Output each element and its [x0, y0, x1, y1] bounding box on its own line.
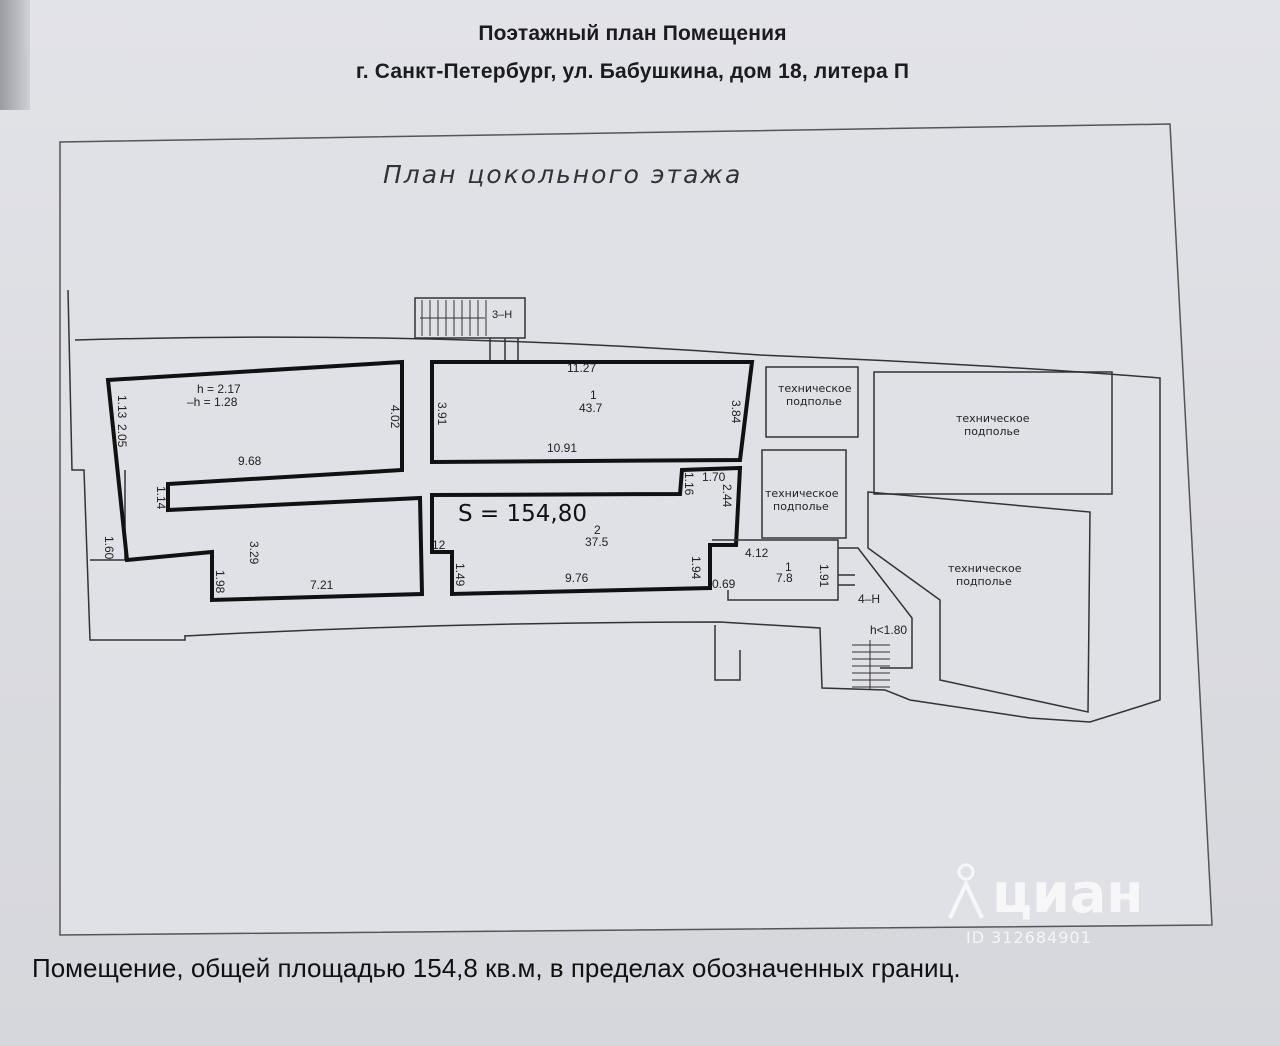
dim-4-02: 4.02 — [388, 405, 402, 429]
dim-2-05: 2.05 — [115, 424, 129, 448]
dim-7-21: 7.21 — [310, 578, 334, 592]
tech-label-3a: техническое — [765, 487, 839, 500]
stair-height-label: h<1.80 — [870, 623, 908, 637]
area-caption: Помещение, общей площадью 154,8 кв.м, в пределах обозначенных границ. — [32, 953, 961, 983]
plan-frame — [60, 124, 1212, 935]
dim-1-49: 1.49 — [453, 563, 467, 587]
location-pin-icon — [944, 862, 988, 922]
total-area-label: S = 154,80 — [458, 501, 587, 527]
dim-2-44: 2.44 — [720, 484, 734, 508]
tech-label-1b: подполье — [786, 395, 842, 408]
room-2-number: 2 — [594, 523, 601, 537]
tech-label-2b: подполье — [964, 425, 1020, 438]
watermark-id: ID 312684901 — [966, 928, 1092, 947]
small-room-area: 7.8 — [776, 571, 793, 585]
room-1-right-dim: 3.84 — [729, 400, 743, 424]
dim-1-13: 1.13 — [115, 395, 129, 419]
tech-label-4b: подполье — [956, 575, 1012, 588]
small-room-top-dim: 4.12 — [745, 546, 769, 560]
dim-3-29: 3.29 — [247, 541, 261, 565]
depth-label: –h = 1.28 — [187, 395, 238, 409]
tech-label-3b: подполье — [773, 500, 829, 513]
watermark-brand: циан — [992, 862, 1144, 925]
dim-1-70: 1.70 — [702, 470, 726, 484]
dim-9-76: 9.76 — [565, 571, 589, 585]
dim-1-14: 1.14 — [154, 486, 168, 510]
room-1-area: 43.7 — [579, 401, 603, 415]
tech-label-1a: техническое — [778, 382, 852, 395]
room-2-area: 37.5 — [585, 535, 609, 549]
room-1-top-dim: 11.27 — [567, 361, 597, 375]
dim-1-16: 1.16 — [682, 472, 696, 496]
dim-1-60: 1.60 — [102, 536, 116, 560]
room-1-left-dim: 3.91 — [435, 402, 449, 426]
dim-1-94: 1.94 — [689, 556, 703, 580]
dim-9-68: 9.68 — [238, 454, 262, 468]
document-title: Поэтажный план Помещения — [478, 22, 787, 45]
room-1-bottom-dim: 10.91 — [547, 441, 578, 455]
height-label: h = 2.17 — [197, 382, 241, 396]
small-room-right-dim: 1.91 — [817, 564, 831, 588]
stair-label-right: 4–Н — [858, 592, 881, 606]
small-room-number: 1 — [785, 560, 792, 574]
dim-1-98: 1.98 — [213, 570, 227, 594]
room-1-number: 1 — [590, 388, 597, 402]
small-room-left-dim: 0.69 — [712, 577, 736, 591]
floor-plan-title: План цокольного этажа — [383, 160, 743, 189]
property-address: г. Санкт-Петербург, ул. Бабушкина, дом 18, литера П — [355, 60, 910, 83]
stair-label-top: 3–Н — [492, 309, 513, 321]
dim-12: 12 — [432, 538, 446, 552]
cian-watermark — [940, 858, 1144, 948]
tech-label-4a: техническое — [948, 562, 1022, 575]
tech-label-2a: техническое — [956, 412, 1030, 425]
